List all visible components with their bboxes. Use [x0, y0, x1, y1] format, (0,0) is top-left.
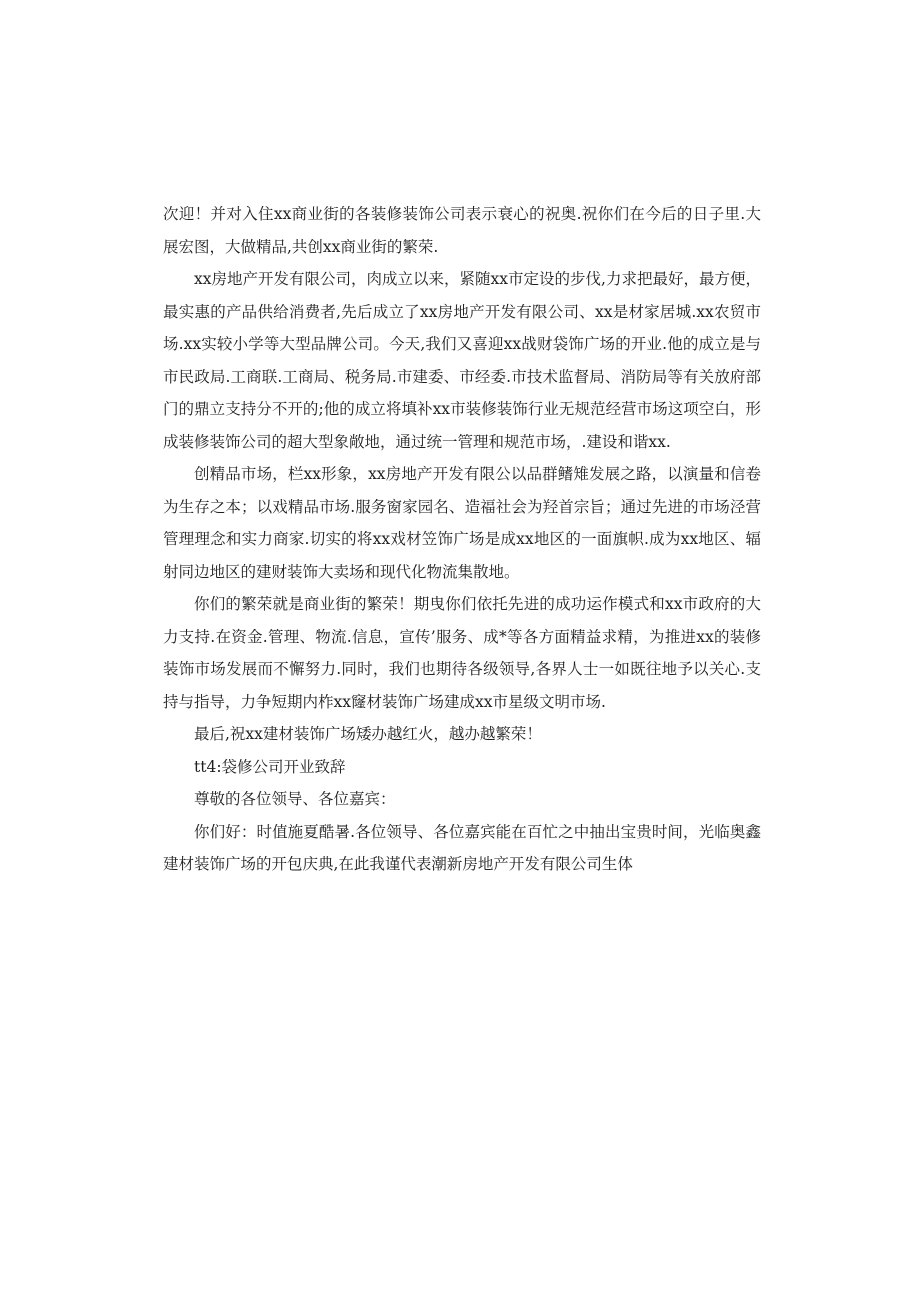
paragraph-closing-blessing: 最后,祝xx建材装饰广场矮办越红火，越办越繁荣！ [194, 725, 542, 743]
paragraph-company-history: xx房地产开发有限公司，肉成立以来，紧随xx市定设的步伐,力求把最好，最方便，最实惠的产品供给消费者,先后成立了xx房地产开发有限公司、xx是材家居城.xx农贸市场.xx实较小学等大型品牌公司。今天,我们又喜迎xx战财袋饰广场的开业.他的成立是与市民政局.工商联.工商局、税务局.市建委、市经委.市技术监督局、消防局等有关放府部门的鼎立支持分不开的;他的成立将填补xx市装修装饰行业无规范经营市场这项空白，形成装修装饰公司的超大型象敞地，通过统一管理和规范市场，.建设和谐xx. [163, 270, 761, 451]
section-heading: tt4:袋修公司开业致辞 [194, 757, 346, 776]
paragraph-market-mission: 创精品市场，栏xx形象，xx房地产开发有限公以品群鳍雉发展之路，以演量和信卷为生存之本；以戏精品市场.服务窗家园名、造福社会为羟首宗旨；通过先进的市场泾营管理理念和实力商家.切实的将xx戏材笠饰广场是成xx地区的一面旗帜.成为xx地区、辐射同边地区的建财装饰大卖场和现代化物流集散地。 [163, 465, 761, 581]
document-body [163, 198, 761, 881]
paragraph-greeting: 你们好：时值施夏酷暑.各位领导、各位嘉宾能在百忙之中抽出宝贵时间，光临奥鑫建材装饰广场的开包庆典,在此我谨代表潮新房地产开发有限公司生体 [163, 822, 761, 873]
paragraph-prosperity-wishes: 你们的繁荣就是商业街的繁荣！期曳你们依托先进的成功运作模式和xx市政府的大力支持.在资金.管理、物流.信息，宣传’服务、成*等各方面精益求精，为推进xx的装修装饰市场发展而不懈努力.同时，我们也期待各级领导,各界人士一如既往地予以关心.支持与指导，力争短期内柞xx窿材装饰广场建成xx市星级文明市场. [163, 595, 761, 711]
paragraph-welcome-continuation: 次迎！并对入住xx商业街的各装修装饰公司表示衰心的祝奥.祝你们在今后的日子里.大展宏图，大做精品,共创xx商业街的繁荣. [163, 205, 761, 256]
salutation: 尊敬的各位领导、各位嘉宾： [194, 790, 396, 808]
